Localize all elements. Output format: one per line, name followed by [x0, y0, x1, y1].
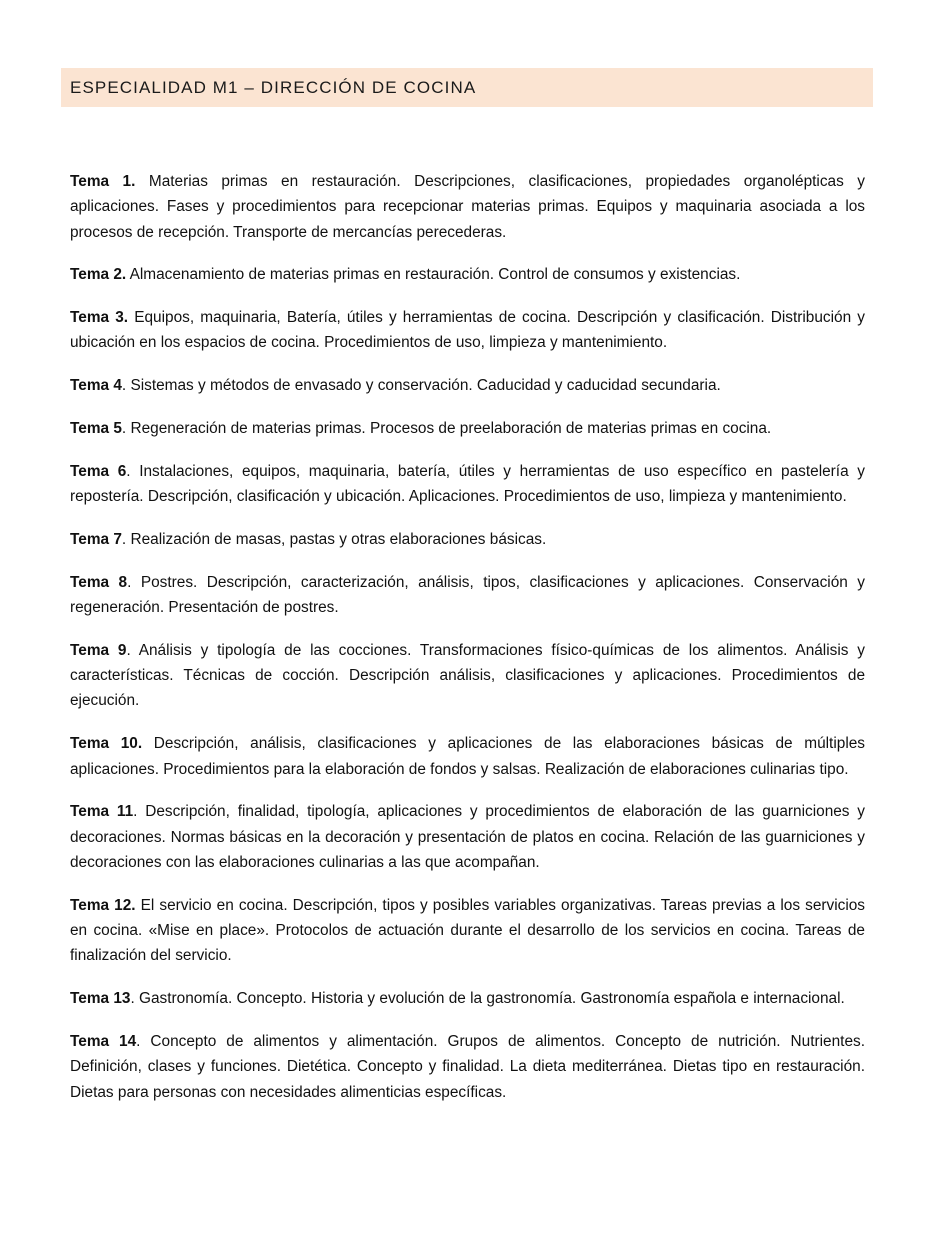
page-title: ESPECIALIDAD M1 – DIRECCIÓN DE COCINA [70, 77, 477, 97]
topic-paragraph [70, 799, 865, 875]
topic-text: . Regeneración de materias primas. Procesos de preelaboración de materias primas en cocina. [121, 420, 772, 438]
topic-text: . Gastronomía. Concepto. Historia y evolución de la gastronomía. Gastronomía española e internacional. [130, 990, 845, 1008]
topic-text: . Análisis y tipología de las cocciones. Transformaciones físico-químicas de los alimentos. Análisis y características. Técnicas de cocción. Descripción análisis, clasificaciones y aplicaciones. Procedimientos de ejecución. [70, 641, 865, 710]
topic-paragraph [70, 1029, 865, 1105]
topic-label: Tema 5 [70, 420, 122, 438]
topic-paragraph [70, 262, 865, 287]
section-header [61, 68, 873, 107]
topic-label: Tema 9 [70, 641, 127, 659]
topic-paragraph [70, 416, 865, 441]
topic-paragraph [70, 373, 865, 398]
topic-label: Tema 12. [70, 896, 136, 914]
topic-text: Materias primas en restauración. Descripciones, clasificaciones, propiedades organolépticas y aplicaciones. Fases y procedimientos para recepcionar materias primas. Equipos y maquinaria asociada a los procesos de recepción. Transporte de mercancías perecederas. [70, 173, 865, 241]
topic-text: El servicio en cocina. Descripción, tipos y posibles variables organizativas. Tareas previas a los servicios en cocina. «Mise en place». Protocolos de actuación durante el desarrollo de los servicios en cocina. Tareas de finalización del servicio. [70, 896, 865, 965]
topic-label: Tema 4 [70, 377, 122, 395]
topic-text: Almacenamiento de materias primas en restauración. Control de consumos y existencias. [126, 266, 741, 284]
topic-label: Tema 14 [70, 1032, 137, 1050]
topic-paragraph [70, 459, 865, 510]
topic-label: Tema 13 [70, 990, 131, 1008]
topic-list [70, 169, 865, 1122]
topic-label: Tema 11 [70, 803, 134, 821]
topic-text: . Concepto de alimentos y alimentación. Grupos de alimentos. Concepto de nutrición. Nutrientes. Definición, clases y funciones. Dietética. Concepto y finalidad. La dieta mediterránea. Dietas tipo en restauración. Dietas para personas con necesidades alimenticias específicas. [70, 1032, 865, 1101]
topic-label: Tema 2. [70, 266, 127, 284]
topic-text: . Sistemas y métodos de envasado y conservación. Caducidad y caducidad secundaria. [121, 377, 721, 395]
topic-paragraph [70, 527, 865, 552]
topic-text: . Instalaciones, equipos, maquinaria, batería, útiles y herramientas de uso específico en pastelería y repostería. Descripción, clasificación y ubicación. Aplicaciones. Procedimientos de uso, limpieza y mantenimiento. [70, 462, 865, 506]
topic-paragraph [70, 731, 865, 782]
topic-paragraph [70, 305, 865, 356]
topic-paragraph [70, 169, 865, 245]
topic-text: . Realización de masas, pastas y otras elaboraciones básicas. [121, 530, 547, 548]
topic-label: Tema 8 [70, 573, 128, 591]
topic-text: Descripción, análisis, clasificaciones y aplicaciones de las elaboraciones básicas de múltiples aplicaciones. Procedimientos para la elaboración de fondos y salsas. Realización de elaboraciones culinarias tipo. [70, 735, 865, 778]
topic-label: Tema 10. [70, 735, 143, 753]
topic-text: . Postres. Descripción, caracterización, análisis, tipos, clasificaciones y aplicaciones. Conservación y regeneración. Presentación de postres. [70, 573, 865, 617]
topic-text: . Descripción, finalidad, tipología, aplicaciones y procedimientos de elaboración de las guarniciones y decoraciones. Normas básicas en la decoración y presentación de platos en cocina. Relación de las guarniciones y decoraciones con las elaboraciones culinarias a las que acompañan. [70, 803, 866, 871]
topic-paragraph [70, 638, 865, 714]
topic-label: Tema 3. [70, 309, 129, 327]
topic-paragraph [70, 570, 865, 621]
topic-label: Tema 7 [70, 530, 122, 548]
topic-paragraph [70, 986, 865, 1011]
topic-label: Tema 1. [70, 173, 136, 190]
topic-paragraph [70, 893, 865, 969]
topic-label: Tema 6 [70, 462, 127, 480]
topic-text: Equipos, maquinaria, Batería, útiles y herramientas de cocina. Descripción y clasificación. Distribución y ubicación en los espacios de cocina. Procedimientos de uso, limpieza y mantenimiento. [70, 309, 865, 352]
